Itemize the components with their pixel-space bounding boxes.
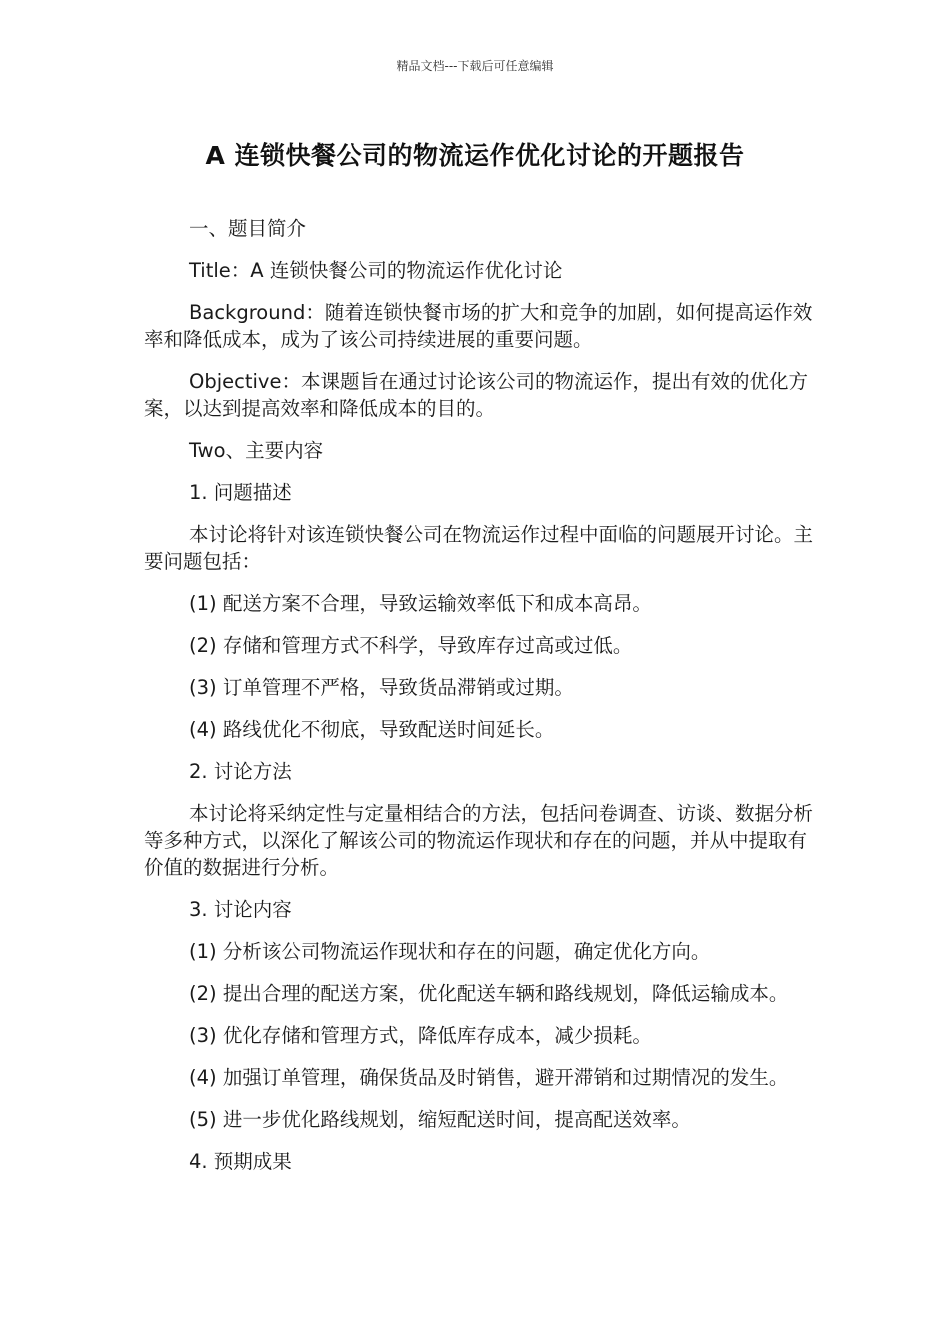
list-item: (2) 提出合理的配送方案，优化配送车辆和路线规划，降低运输成本。 [189,982,789,1005]
subsection-heading: 2. 讨论方法 [189,760,292,783]
paragraph: 本讨论将采纳定性与定量相结合的方法，包括问卷调查、访谈、数据分析等多种方式，以深化了解该公司的物流运作现状和存在的问题，并从中提取有价值的数据进行分析。 [144,802,814,879]
list-item: (3) 订单管理不严格，导致货品滞销或过期。 [189,676,574,699]
subsection-heading: 4. 预期成果 [189,1150,292,1173]
paragraph: Background：随着连锁快餐市场的扩大和竞争的加剧，如何提高运作效率和降低成本，成为了该公司持续进展的重要问题。 [144,301,813,351]
section-heading: 一、题目简介 [189,217,307,240]
paragraph: 本讨论将针对该连锁快餐公司在物流运作过程中面临的问题展开讨论。主要问题包括： [144,523,814,573]
subsection-heading: 3. 讨论内容 [189,898,292,921]
document-title: A 连锁快餐公司的物流运作优化讨论的开题报告 [205,141,745,170]
document-body [144,215,824,1190]
section-heading: Two、主要内容 [189,439,324,462]
list-item: (2) 存储和管理方式不科学，导致库存过高或过低。 [189,634,633,657]
list-item: (4) 路线优化不彻底，导致配送时间延长。 [189,718,555,741]
paragraph: Objective：本课题旨在通过讨论该公司的物流运作，提出有效的优化方案，以达到提高效率和降低成本的目的。 [144,370,808,420]
paragraph: Title：A 连锁快餐公司的物流运作优化讨论 [189,259,563,282]
list-item: (3) 优化存储和管理方式，降低库存成本，减少损耗。 [189,1024,652,1047]
list-item: (5) 进一步优化路线规划，缩短配送时间，提高配送效率。 [189,1108,691,1131]
list-item: (1) 配送方案不合理，导致运输效率低下和成本高昂。 [189,592,652,615]
header-note: 精品文档---下载后可任意编辑 [396,59,554,73]
list-item: (4) 加强订单管理，确保货品及时销售，避开滞销和过期情况的发生。 [189,1066,789,1089]
list-item: (1) 分析该公司物流运作现状和存在的问题，确定优化方向。 [189,940,711,963]
subsection-heading: 1. 问题描述 [189,481,292,504]
